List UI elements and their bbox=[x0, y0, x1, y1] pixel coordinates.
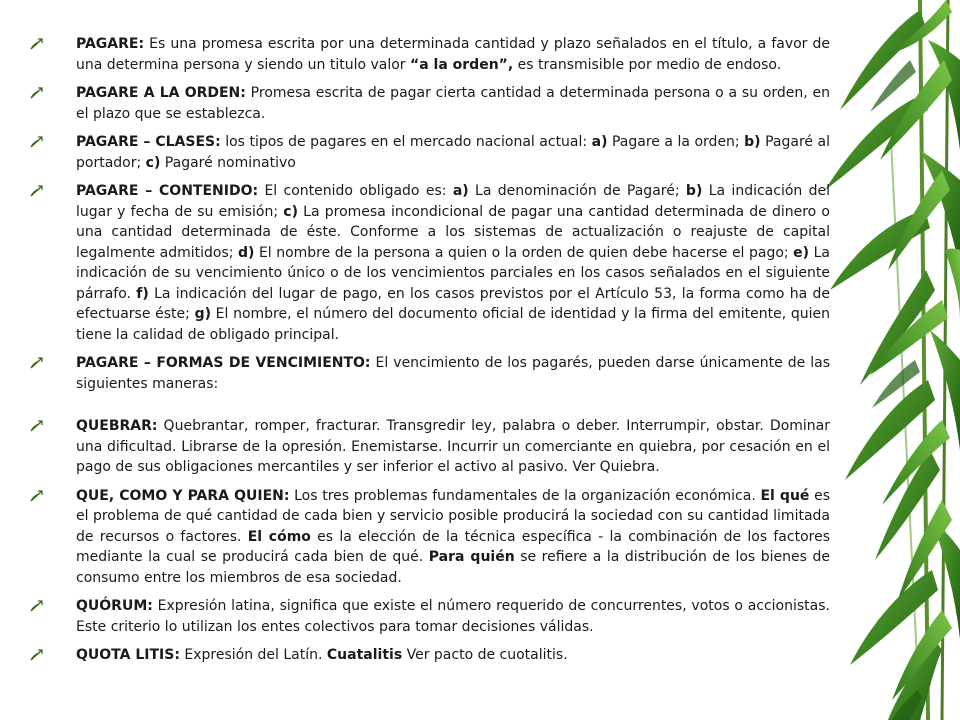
entry-text: El nombre, el número del documento oficial de identidad y la firma del emitente, quien tiene la calidad de obligado principal. bbox=[76, 306, 830, 343]
entry-text: El nombre de la persona a quien o la orden de quien debe hacerse el pago; bbox=[254, 244, 794, 261]
glossary-entry bbox=[30, 416, 830, 478]
glossary-entry bbox=[30, 34, 830, 75]
entry-term: PAGARE – CONTENIDO: bbox=[76, 183, 259, 199]
entry-text: es la elección de la técnica específica - la combinación de los factores mediante la cual se producirá cada bien de qué. bbox=[76, 528, 830, 565]
entry-text: es el problema de qué cantidad de cada bien y servicio posible producirá la sociedad con su cantidad limitada de recursos o factores. bbox=[76, 487, 830, 545]
entry-text: Los tres problemas fundamentales de la organización económica. bbox=[289, 487, 761, 504]
leaf-arrow-bullet-icon bbox=[30, 490, 44, 502]
entry-term: QUOTA LITIS: bbox=[76, 647, 180, 663]
leaf-arrow-bullet-icon bbox=[30, 136, 44, 148]
entry-text: La indicación de su vencimiento único o de los vencimientos parciales en los casos señalados en el siguiente párrafo. bbox=[76, 244, 830, 302]
entry-term: f) bbox=[136, 285, 149, 302]
entry-term: c) bbox=[145, 154, 161, 171]
entry-text: El vencimiento de los pagarés, pueden darse únicamente de las siguientes maneras: bbox=[76, 355, 830, 392]
entry-term: PAGARE: bbox=[76, 36, 145, 52]
entry-text: Promesa escrita de pagar cierta cantidad a determinada persona o a su orden, en el plazo que se establezca. bbox=[76, 85, 831, 122]
entry-text: Pagaré al portador; bbox=[76, 134, 830, 171]
leaf-arrow-bullet-icon bbox=[30, 600, 44, 612]
entry-term: c) bbox=[283, 203, 298, 220]
entry-text: se refiere a la distribución de los bienes de consumo entre los miembros de esa sociedad. bbox=[76, 549, 830, 586]
glossary-entry bbox=[30, 486, 830, 589]
entry-term: PAGARE – CLASES: bbox=[76, 134, 221, 150]
entry-text: Ver pacto de cuotalitis. bbox=[402, 647, 568, 663]
entry-term: b) bbox=[685, 183, 703, 199]
entry-term: PAGARE A LA ORDEN: bbox=[76, 85, 246, 101]
entry-term: b) bbox=[744, 134, 761, 150]
leaf-arrow-bullet-icon bbox=[30, 357, 44, 369]
entry-term: El cómo bbox=[247, 528, 311, 545]
entry-text: Expresión latina, significa que existe el número requerido de concurrentes, votos o accionistas. Este criterio lo utilizan los entes colectivos para tomar decisiones válidas. bbox=[76, 598, 830, 635]
glossary-entry bbox=[30, 596, 830, 637]
entry-term: QUEBRAR: bbox=[76, 418, 158, 434]
leaf-arrow-bullet-icon bbox=[30, 185, 44, 197]
entry-text: Quebrantar, romper, fracturar. Transgredir ley, palabra o deber. Interrumpir, obstar. Dominar una dificultad. Librarse de la opresión. Enemistarse. Incurrir un comerciante en quiebra, por cesación en el pago de sus obligaciones mercantiles y ser inferior el activo al pasivo. Ver Quiebra. bbox=[76, 418, 830, 475]
glossary-entry bbox=[30, 353, 830, 394]
glossary-entry bbox=[30, 645, 830, 666]
entry-text: Expresión del Latín. bbox=[179, 647, 327, 663]
leaf-arrow-bullet-icon bbox=[30, 420, 44, 432]
entry-text: Es una promesa escrita por una determinada cantidad y plazo señalados en el título, a favor de una determina persona y siendo un titulo valor bbox=[76, 36, 830, 73]
leaf-arrow-bullet-icon bbox=[30, 87, 44, 99]
entry-text: La denominación de Pagaré; bbox=[468, 183, 686, 199]
entry-text: La indicación del lugar y fecha de su emisión; bbox=[76, 183, 831, 220]
entry-term: g) bbox=[194, 306, 211, 322]
glossary-list bbox=[30, 34, 830, 674]
entry-term: e) bbox=[793, 244, 810, 261]
entry-term: PAGARE – FORMAS DE VENCIMIENTO: bbox=[76, 355, 371, 371]
entry-term: “a la orden”, bbox=[410, 56, 514, 73]
glossary-entry bbox=[30, 181, 830, 345]
leaf-arrow-bullet-icon bbox=[30, 649, 44, 661]
leaf-arrow-bullet-icon bbox=[30, 38, 44, 50]
entry-text: los tipos de pagares en el mercado nacional actual: bbox=[220, 134, 592, 150]
entry-text: La indicación del lugar de pago, en los casos previstos por el Artículo 53, la forma como ha de efectuarse éste; bbox=[76, 285, 830, 322]
entry-text: es transmisible por medio de endoso. bbox=[513, 56, 782, 73]
entry-text: La promesa incondicional de pagar una cantidad determinada de dinero o una cantidad determinada de éste. Conforme a los sistemas de actualización o reajuste de capital legalmente admitidos; bbox=[76, 203, 830, 261]
entry-text: El contenido obligado es: bbox=[258, 183, 453, 199]
glossary-entry bbox=[30, 132, 830, 173]
entry-term: QUÓRUM: bbox=[76, 598, 153, 614]
entry-text: Pagare a la orden; bbox=[607, 134, 745, 150]
entry-term: Para quién bbox=[428, 549, 515, 565]
entry-term: d) bbox=[237, 244, 255, 261]
entry-text: Pagaré nominativo bbox=[160, 154, 296, 171]
glossary-entry bbox=[30, 83, 830, 124]
entry-term: El qué bbox=[760, 487, 810, 504]
entry-term: QUE, COMO Y PARA QUIEN: bbox=[76, 487, 290, 504]
entry-term: a) bbox=[591, 134, 608, 150]
entry-term: a) bbox=[452, 183, 469, 199]
entry-term: Cuatalitis bbox=[326, 647, 403, 663]
